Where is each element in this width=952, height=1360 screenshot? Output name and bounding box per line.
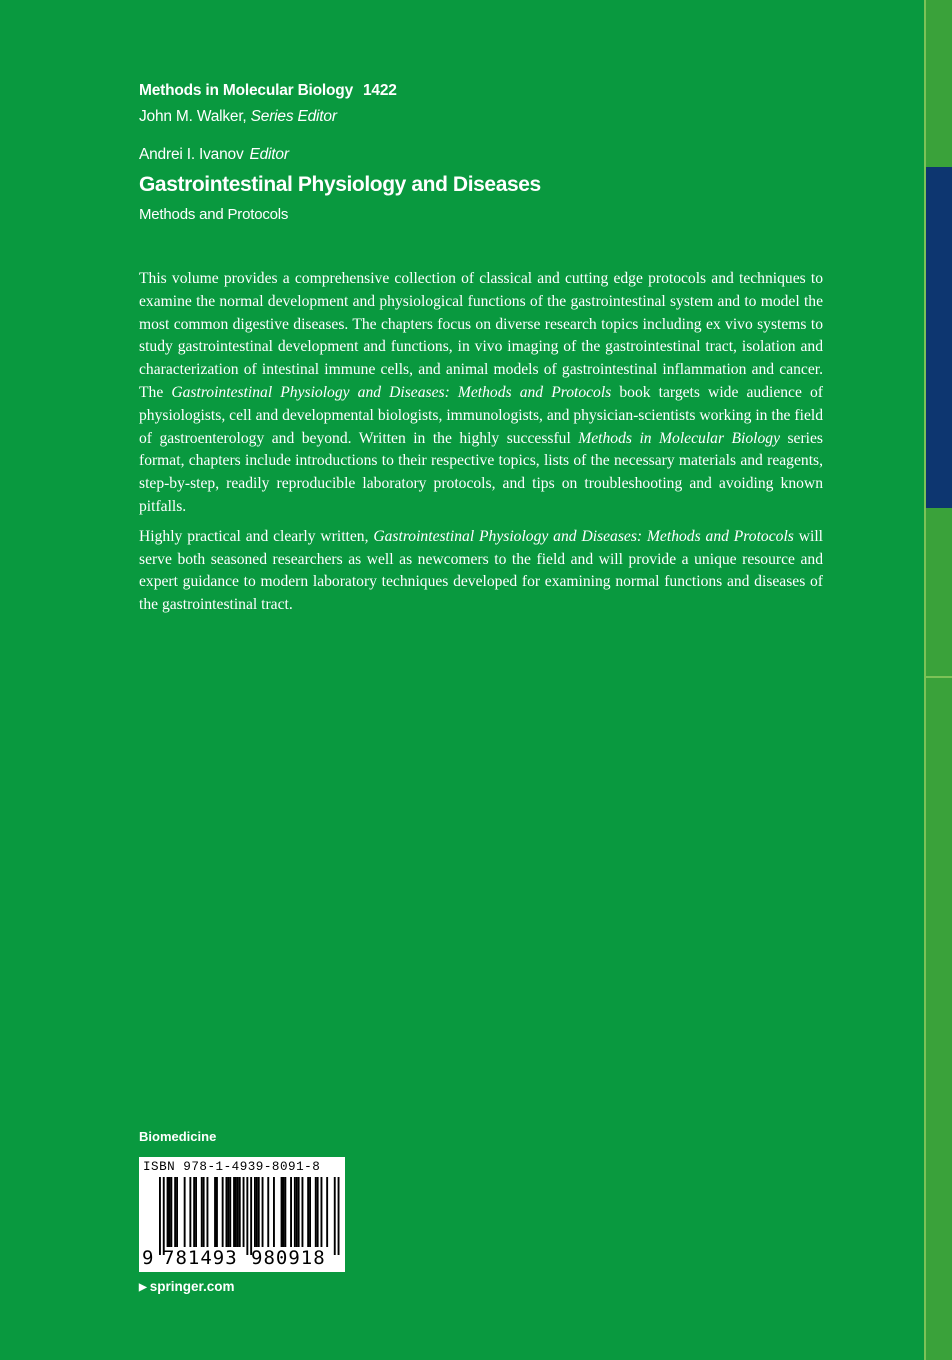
ean-digits (139, 1247, 345, 1269)
description-paragraph-2 (139, 526, 823, 617)
website[interactable] (139, 1279, 234, 1294)
barcode-bar (170, 1177, 172, 1247)
barcode-bar (169, 1177, 171, 1247)
barcode-bar (283, 1177, 285, 1247)
barcode-bar (273, 1177, 275, 1247)
barcode-bar (222, 1177, 224, 1247)
barcode-bar (243, 1177, 245, 1247)
book-editor-name: Andrei I. Ivanov (139, 146, 244, 163)
barcode-guard-bar (334, 1177, 336, 1255)
barcode-bar (256, 1177, 258, 1247)
barcode-guard-bar (250, 1177, 252, 1255)
barcode-bar (296, 1177, 298, 1247)
ean-left-digits: 781493 (163, 1247, 238, 1269)
barcode-bar (254, 1177, 256, 1247)
book-editor-line (139, 146, 289, 164)
barcode-bar (184, 1177, 186, 1247)
series-editor-name: John M. Walker, (139, 108, 247, 125)
barcode-bar (326, 1177, 328, 1247)
barcode-bar (214, 1177, 216, 1247)
ean-right-digits: 980918 (251, 1247, 326, 1269)
text-run: series format, chapters include introductions to their respective topics, lists of the necessary materials and reagents, step-by-step, readily reproducible laboratory protocols, and tips on troubleshooting and avoiding known pitfalls. (139, 429, 823, 515)
barcode-bar (239, 1177, 241, 1247)
italic-series-run: Methods in Molecular Biology (578, 429, 780, 447)
barcode-bar (227, 1177, 229, 1247)
book-subtitle: Methods and Protocols (139, 206, 289, 223)
barcode-guard-bar (338, 1177, 340, 1255)
spine-color-band (926, 167, 952, 508)
series-line (139, 82, 397, 100)
book-editor-role: Editor (249, 146, 289, 163)
barcode-bar (317, 1177, 319, 1247)
barcode-bar (321, 1177, 323, 1247)
book-title: Gastrointestinal Physiology and Diseases (139, 173, 541, 196)
barcode-bar (235, 1177, 237, 1247)
barcode-guard-bar (159, 1177, 161, 1255)
barcode-bar (294, 1177, 296, 1247)
barcode-bar (307, 1177, 309, 1247)
barcode-bar (267, 1177, 269, 1247)
barcode-bar (262, 1177, 264, 1247)
isbn-barcode (139, 1157, 345, 1272)
website-url: springer.com (149, 1279, 235, 1294)
barcode-bar (281, 1177, 283, 1247)
spine-rule (926, 676, 952, 678)
italic-title-run: Gastrointestinal Physiology and Diseases: Methods and Protocols (171, 383, 612, 401)
description (139, 268, 823, 617)
barcode-bar (167, 1177, 169, 1247)
text-run: will serve both seasoned researchers as well as newcomers to the field and will provide a unique resource and expert guidance to modern laboratory techniques developed for examining normal functions and diseases of the gastrointestinal tract. (139, 527, 823, 614)
description-paragraph-1 (139, 268, 823, 519)
barcode-bar (302, 1177, 304, 1247)
ean-first-digit: 9 (142, 1247, 154, 1269)
barcode-bar (233, 1177, 235, 1247)
barcode-bar (315, 1177, 317, 1247)
italic-title-run: Gastrointestinal Physiology and Diseases: Methods and Protocols (373, 527, 794, 545)
text-run: book targets wide audience of physiologists, cell and developmental biologists, immunologists, and physician-scientists working in the field of gastroenterology and beyond. Written in the highly successful (139, 383, 823, 447)
arrow-right-icon: ▶ (139, 1282, 147, 1293)
isbn-label: ISBN 978-1-4939-8091-8 (143, 1160, 321, 1174)
subject-category: Biomedicine (139, 1129, 217, 1144)
barcode-bar (174, 1177, 176, 1247)
barcode-bar (237, 1177, 239, 1247)
barcode-bar (290, 1177, 292, 1247)
series-number: 1422 (363, 82, 397, 99)
barcode-bar (189, 1177, 191, 1247)
barcode-bar (201, 1177, 203, 1247)
barcode-bar (207, 1177, 209, 1247)
barcode-bar (203, 1177, 205, 1247)
barcode-bar (309, 1177, 311, 1247)
text-run: Highly practical and clearly written, (139, 527, 374, 545)
barcode-bar (226, 1177, 228, 1247)
barcode-bar (229, 1177, 231, 1247)
barcode-bar (284, 1177, 286, 1247)
series-editor-role: Series Editor (250, 108, 337, 125)
barcode-bar (216, 1177, 218, 1247)
series-name: Methods in Molecular Biology (139, 82, 353, 99)
barcode-bar (176, 1177, 178, 1247)
barcode-bar (193, 1177, 195, 1247)
series-editor-line (139, 108, 337, 126)
barcode-bar (258, 1177, 260, 1247)
barcode-guard-bar (163, 1177, 165, 1255)
barcode-guard-bar (246, 1177, 248, 1255)
text-run: This volume provides a comprehensive collection of classical and cutting edge protocols and techniques to examine the normal development and physiological functions of the gastrointestinal system and to model the most common digestive diseases. The chapters focus on diverse research topics including ex vivo systems to study gastrointestinal development and functions, in vivo imaging of the gastrointestinal tract, isolation and characterization of intestinal immune cells, and animal models of gastrointestinal inflammation and cancer. The (139, 270, 823, 401)
barcode-bar (298, 1177, 300, 1247)
barcode-bar (195, 1177, 197, 1247)
